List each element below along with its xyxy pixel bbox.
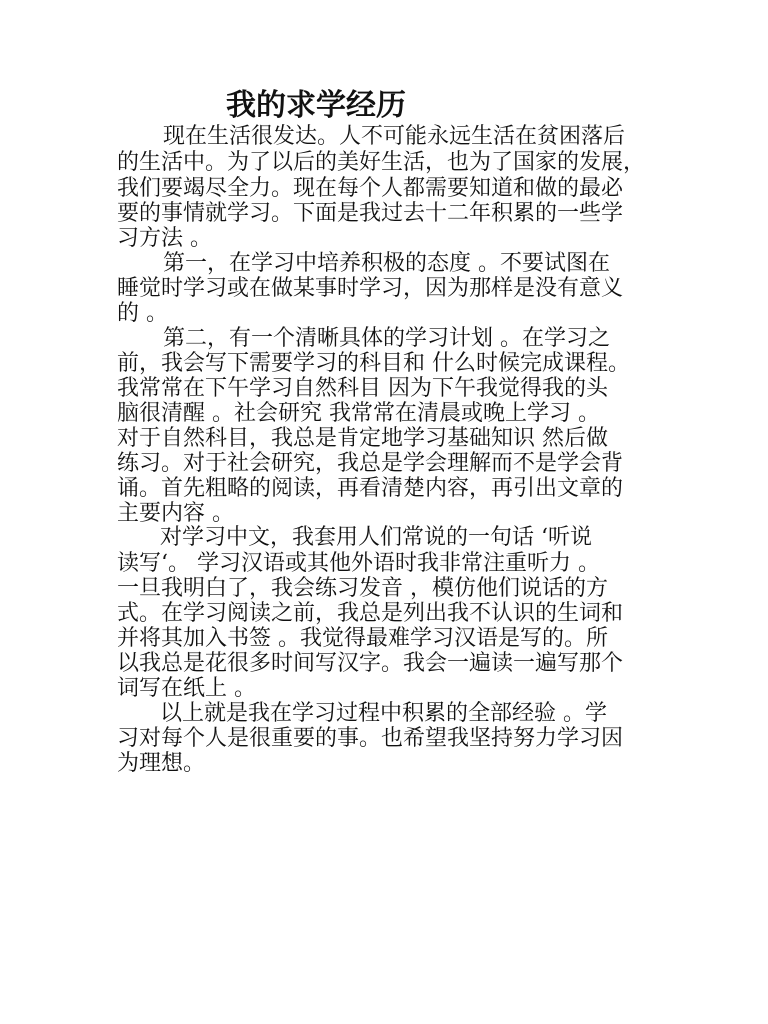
text-line: 式。在学习阅读之前，我总是列出我不认识的生词和: [117, 601, 624, 626]
page-title: 我的求学经历: [226, 88, 406, 123]
text-line: 词写在纸上 。: [117, 676, 256, 701]
text-line: 并将其加入书签 。我觉得最难学习汉语是写的。所: [117, 626, 608, 651]
text-line: 的生活中。为了以后的美好生活，也为了国家的发展，: [117, 150, 646, 175]
text-line: 要的事情就学习。下面是我过去十二年积累的一些学: [117, 201, 624, 226]
text-line: 读写‘。 学习汉语或其他外语时我非常注重听力 。: [117, 551, 600, 576]
text-line: 我常常在下午学习自然科目 因为下午我觉得我的头: [117, 376, 608, 401]
text-line: 第二，有一个清晰具体的学习计划 。在学习之: [163, 326, 610, 351]
text-line: 第一，在学习中培养积极的态度 。不要试图在: [163, 251, 610, 276]
text-line: 以我总是花很多时间写汉字。我会一遍读一遍写那个: [117, 651, 624, 676]
text-line: 对学习中文，我套用人们常说的一句话 ‘听说: [160, 525, 592, 550]
text-line: 习方法 。: [117, 226, 212, 251]
text-line: 前，我会写下需要学习的科目和 什么时候完成课程。: [117, 351, 630, 376]
text-line: 主要内容 。: [117, 501, 234, 526]
text-line: 现在生活很发达。人不可能永远生活在贫困落后: [163, 124, 626, 149]
text-line: 诵。首先粗略的阅读，再看清楚内容，再引出文章的: [117, 476, 624, 501]
text-line: 习对每个人是很重要的事。也希望我坚持努力学习因: [117, 726, 624, 751]
text-line: 我们要竭尽全力。现在每个人都需要知道和做的最必: [117, 176, 624, 201]
text-line: 对于自然科目，我总是肯定地学习基础知识 然后做: [117, 426, 608, 451]
text-line: 练习。对于社会研究，我总是学会理解而不是学会背: [117, 451, 624, 476]
text-line: 睡觉时学习或在做某事时学习，因为那样是没有意义: [117, 276, 624, 301]
text-line: 为理想。: [117, 751, 206, 776]
text-line: 一旦我明白了，我会练习发音 ，模仿他们说话的方: [117, 576, 608, 601]
text-line: 以上就是我在学习过程中积累的全部经验 。学: [160, 701, 607, 726]
text-line: 脑很清醒 。社会研究 我常常在清晨或晚上学习 。: [117, 401, 600, 426]
text-line: 的 。: [117, 301, 168, 326]
